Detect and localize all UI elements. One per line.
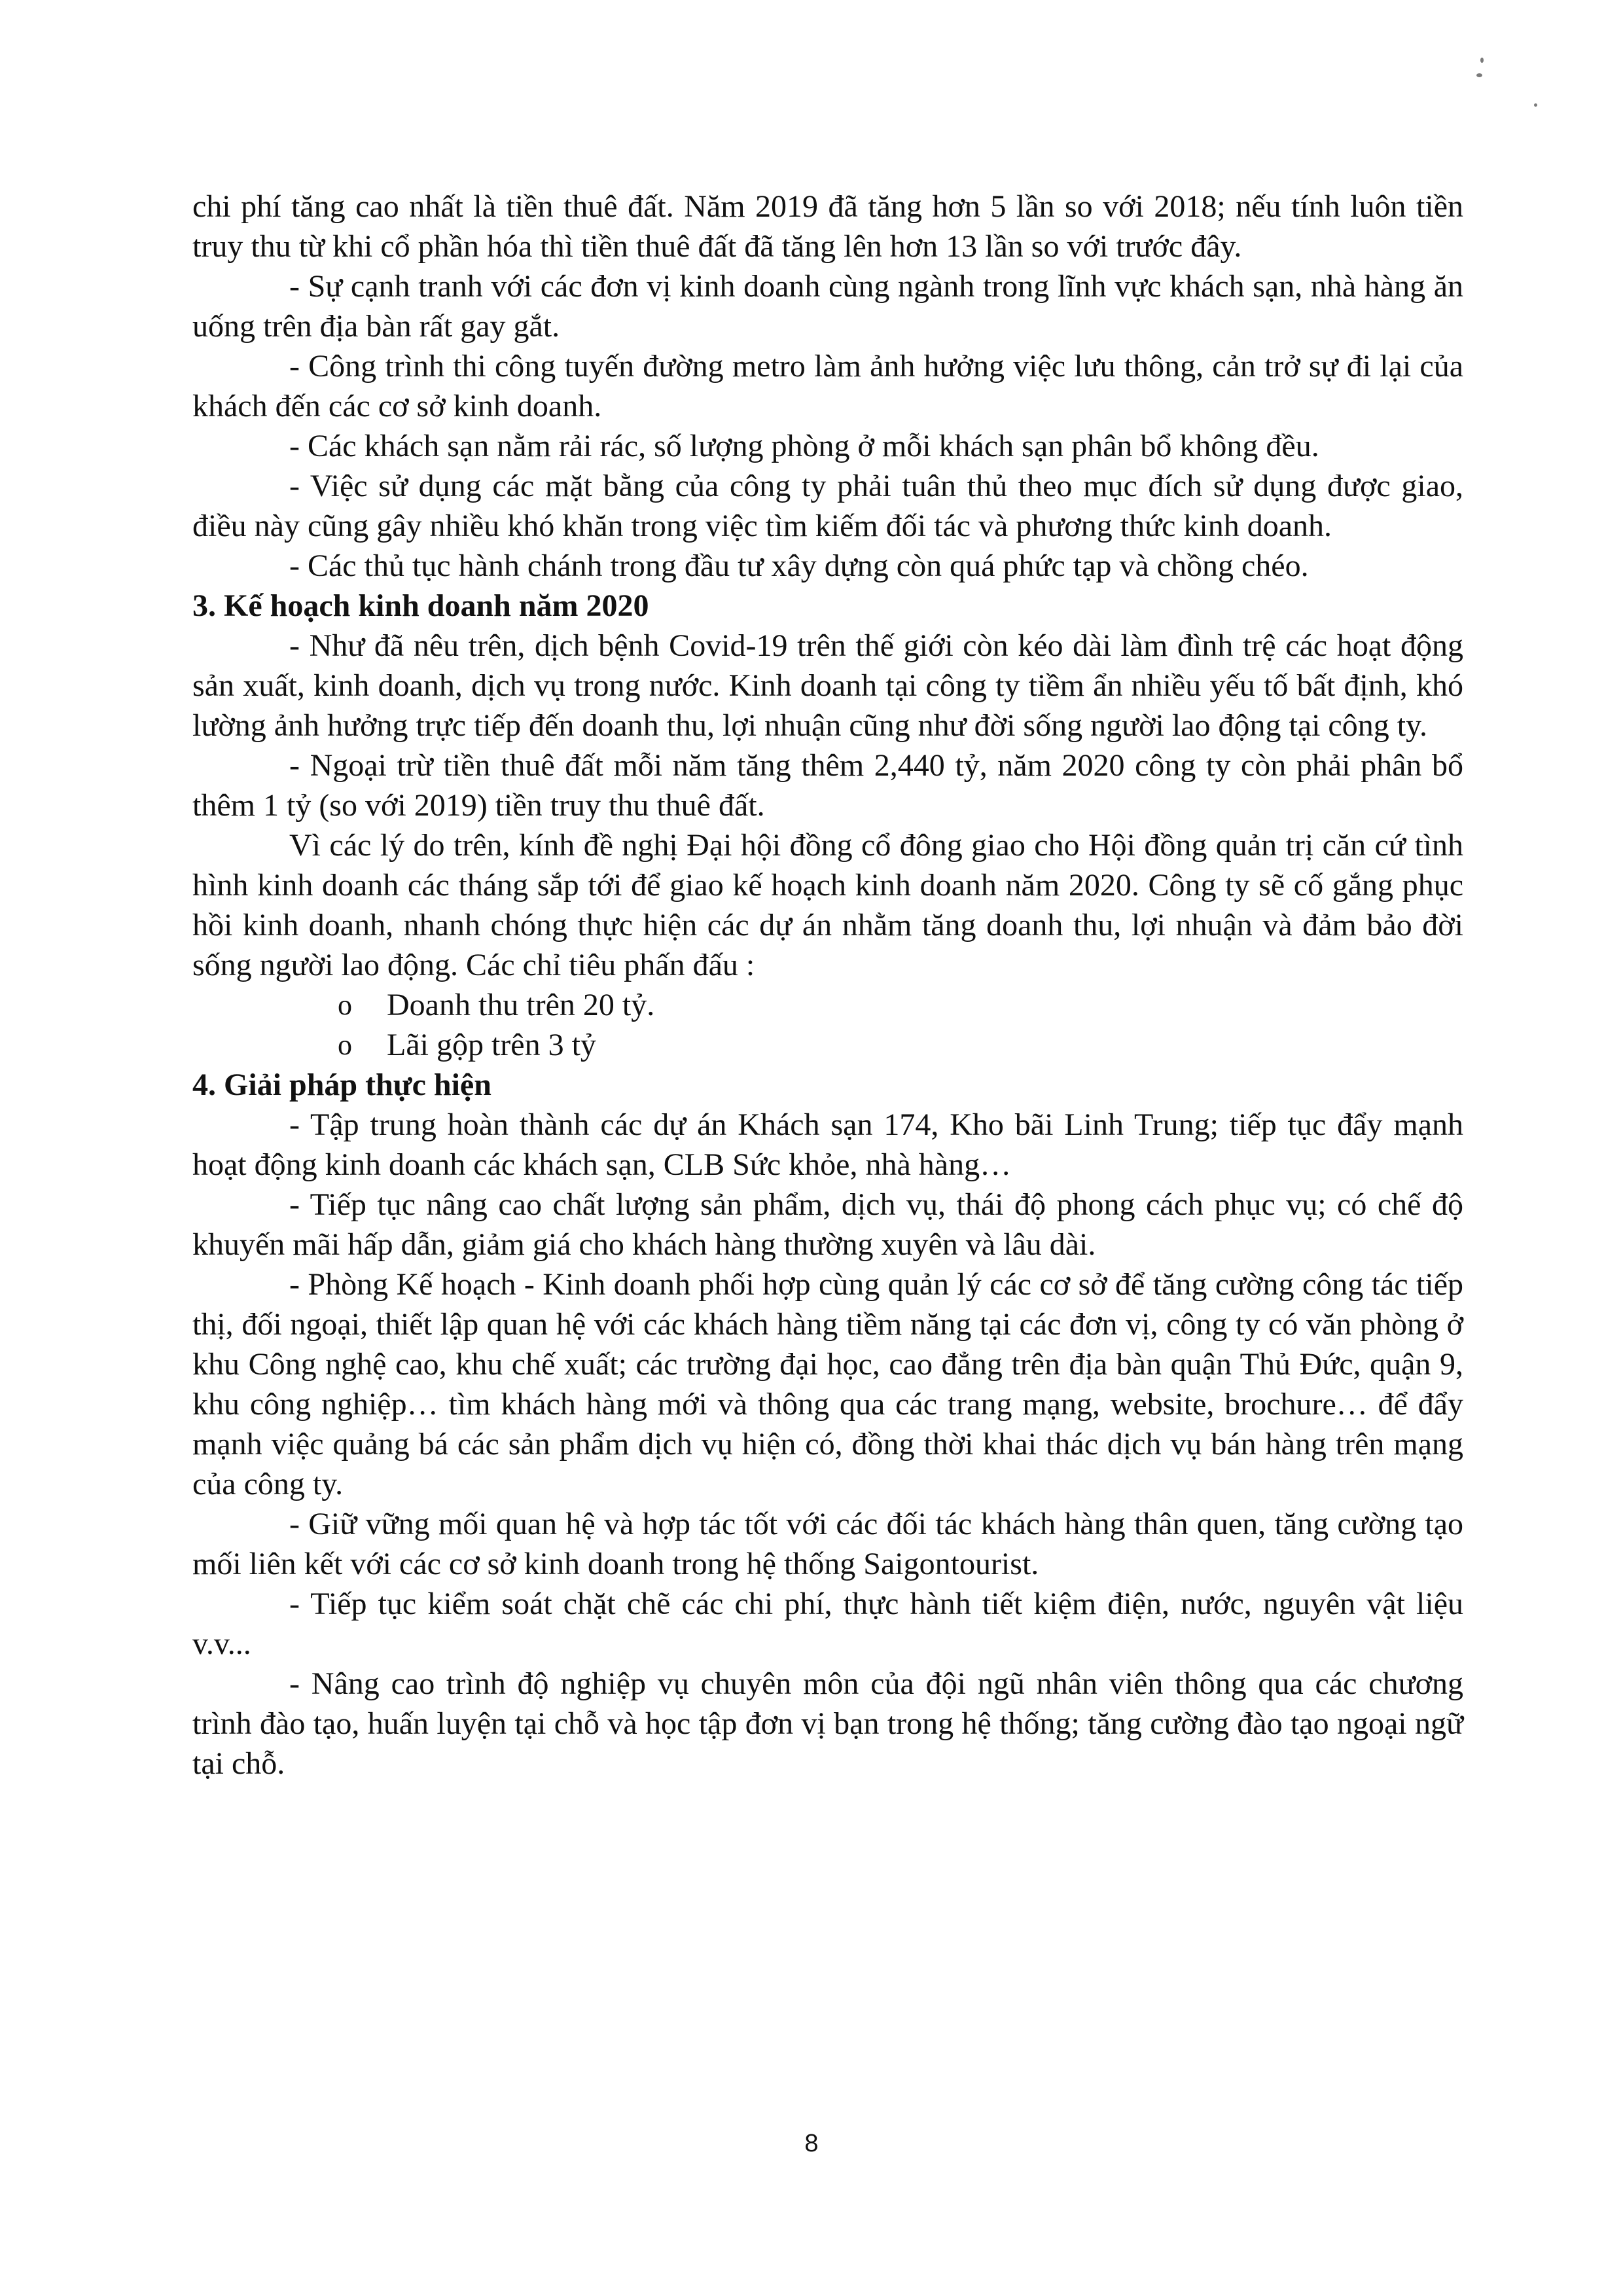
paragraph: - Tiếp tục kiểm soát chặt chẽ các chi phí, thực hành tiết kiệm điện, nước, nguyên vật liệu v.v... <box>192 1587 1463 1661</box>
paragraph: - Giữ vững mối quan hệ và hợp tác tốt với các đối tác khách hàng thân quen, tăng cường tạo mối liên kết với các cơ sở kinh doanh trong hệ thống Saigontourist. <box>192 1507 1463 1581</box>
list-item <box>192 1025 1463 1065</box>
paragraph: - Việc sử dụng các mặt bằng của công ty phải tuân thủ theo mục đích sử dụng được giao, điều này cũng gây nhiều khó khăn trong việc tìm kiếm đối tác và phương thức kinh doanh. <box>192 469 1463 543</box>
scan-speck <box>1534 103 1537 107</box>
paragraph: - Tập trung hoàn thành các dự án Khách sạn 174, Kho bãi Linh Trung; tiếp tục đẩy mạnh hoạt động kinh doanh các khách sạn, CLB Sức khỏe, nhà hàng… <box>192 1107 1463 1182</box>
paragraph: - Tiếp tục nâng cao chất lượng sản phẩm, dịch vụ, thái độ phong cách phục vụ; có chế độ khuyến mãi hấp dẫn, giảm giá cho khách hàng thường xuyên và lâu dài. <box>192 1187 1463 1262</box>
paragraph: - Công trình thi công tuyến đường metro làm ảnh hưởng việc lưu thông, cản trở sự đi lại của khách đến các cơ sở kinh doanh. <box>192 349 1463 423</box>
bullet-symbol: o <box>338 989 352 1021</box>
paragraph: - Sự cạnh tranh với các đơn vị kinh doanh cùng ngành trong lĩnh vực khách sạn, nhà hàng ăn uống trên địa bàn rất gay gắt. <box>192 269 1463 344</box>
list-item-text: Doanh thu trên 20 tỷ. <box>387 988 655 1022</box>
paragraph: - Nâng cao trình độ nghiệp vụ chuyên môn của đội ngũ nhân viên thông qua các chương trình đào tạo, huấn luyện tại chỗ và học tập đơn vị bạn trong hệ thống; tăng cường đào tạo ngoại ngữ tại chỗ. <box>192 1666 1463 1781</box>
bullet-symbol: o <box>338 1029 352 1061</box>
list-item <box>192 985 1463 1025</box>
target-list <box>192 985 1463 1065</box>
section-heading: 3. Kế hoạch kinh doanh năm 2020 <box>192 588 649 623</box>
section-heading: 4. Giải pháp thực hiện <box>192 1067 491 1102</box>
paragraph: - Các khách sạn nằm rải rác, số lượng phòng ở mỗi khách sạn phân bổ không đều. <box>289 429 1319 463</box>
scan-speck <box>1480 58 1484 63</box>
page-number: 8 <box>804 2130 819 2157</box>
paragraph: - Ngoại trừ tiền thuê đất mỗi năm tăng thêm 2,440 tỷ, năm 2020 công ty còn phải phân bổ thêm 1 tỷ (so với 2019) tiền truy thu thuê đất. <box>192 748 1463 823</box>
document-body <box>192 187 1463 1784</box>
paragraph: - Như đã nêu trên, dịch bệnh Covid-19 trên thế giới còn kéo dài làm đình trệ các hoạt động sản xuất, kinh doanh, dịch vụ trong nước. Kinh doanh tại công ty tiềm ẩn nhiều yếu tố bất định, khó lường ảnh hưởng trực tiếp đến doanh thu, lợi nhuận cũng như đời sống người lao động tại công ty. <box>192 628 1463 743</box>
paragraph: - Các thủ tục hành chánh trong đầu tư xây dựng còn quá phức tạp và chồng chéo. <box>289 548 1309 583</box>
list-item-text: Lãi gộp trên 3 tỷ <box>387 1028 596 1062</box>
scan-speck <box>1476 73 1482 77</box>
paragraph: chi phí tăng cao nhất là tiền thuê đất. Năm 2019 đã tăng hơn 5 lần so với 2018; nếu tính luôn tiền truy thu từ khi cổ phần hóa thì tiền thuê đất đã tăng lên hơn 13 lần so với trước đây. <box>192 189 1463 264</box>
paragraph: - Phòng Kế hoạch - Kinh doanh phối hợp cùng quản lý các cơ sở để tăng cường công tác tiếp thị, đối ngoại, thiết lập quan hệ với các khách hàng tiềm năng tại các đơn vị, công ty có văn phòng ở khu Công nghệ cao, khu chế xuất; các trường đại học, cao đẳng trên địa bàn quận Thủ Đức, quận 9, khu công nghiệp… tìm khách hàng mới và thông qua các trang mạng, website, brochure… để đẩy mạnh việc quảng bá các sản phẩm dịch vụ hiện có, đồng thời khai thác dịch vụ bán hàng trên mạng của công ty. <box>192 1267 1463 1501</box>
paragraph: Vì các lý do trên, kính đề nghị Đại hội đồng cổ đông giao cho Hội đồng quản trị căn cứ tình hình kinh doanh các tháng sắp tới để giao kế hoạch kinh doanh năm 2020. Công ty sẽ cố gắng phục hồi kinh doanh, nhanh chóng thực hiện các dự án nhằm tăng doanh thu, lợi nhuận và đảm bảo đời sống người lao động. Các chỉ tiêu phấn đấu : <box>192 828 1463 982</box>
